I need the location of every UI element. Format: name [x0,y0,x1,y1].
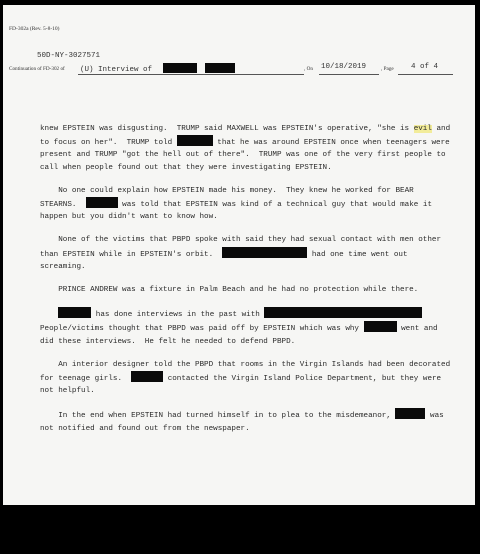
paragraph-4: PRINCE ANDREW was a fixture in Palm Beach and he had no protection while there. [40,286,419,295]
redaction-block [205,63,235,73]
paragraph-3: None of the victims that PBPD spoke with said they had sexual contact with men other than EPSTEIN while in EPSTEIN's orbit. had one time went out screaming. [40,236,446,271]
form-number: FD-302a (Rev. 5-8-10) [9,26,60,32]
subject-field [80,63,235,74]
paragraph-1: knew EPSTEIN was disgusting. TRUMP said MAXWELL was EPSTEIN's operative, "she is evil and to focus on her". TRUMP told that he was around EPSTEIN once when teenagers were present and TRUMP "got the hell out of there". TRUMP was one of the very first people to call when people found out that they were investigating EPSTEIN. [40,125,455,172]
page-underline [398,74,453,75]
paragraph-2: No one could explain how EPSTEIN made his money. They knew he worked for BEAR STEARNS. was told that EPSTEIN was kind of a technical guy that would make it happen but you didn't want to know how. [40,186,437,222]
redaction-block [264,307,422,318]
redaction-block [395,408,425,419]
document-body [40,123,455,446]
paragraph-7: In the end when EPSTEIN had turned himself in to plea to the misdemeanor, was not notified and found out from the newspaper. [40,408,452,434]
redaction-block [131,371,163,382]
file-number: 50D-NY-3027571 [37,52,101,60]
redaction-block [163,63,197,73]
page-number: 4 of 4 [411,63,439,71]
document-page [3,5,475,505]
date-underline [319,74,379,75]
redaction-block [177,135,213,146]
on-label: , On [304,66,313,72]
subject-underline [78,74,304,75]
continuation-label: Continuation of FD-302 of [9,66,65,72]
redaction-block [222,247,307,258]
subject-text: (U) Interview of [80,66,153,74]
paragraph-5: has done interviews in the past with People/victims thought that PBPD was paid off by EPSTEIN which was why went and did these interviews. He felt he needed to defend PBPD. [40,307,452,348]
page-label: , Page [381,66,394,72]
redaction-block [364,321,397,332]
highlighted-text: evil [413,125,432,133]
redaction-block [86,197,118,208]
redaction-block [58,307,91,318]
paragraph-6: An interior designer told the PBPD that rooms in the Virgin Islands had been decorated for teenage girls. contacted the Virgin Island Police Department, but they were not helpful. [40,360,455,396]
date-field: 10/18/2019 [321,63,367,71]
